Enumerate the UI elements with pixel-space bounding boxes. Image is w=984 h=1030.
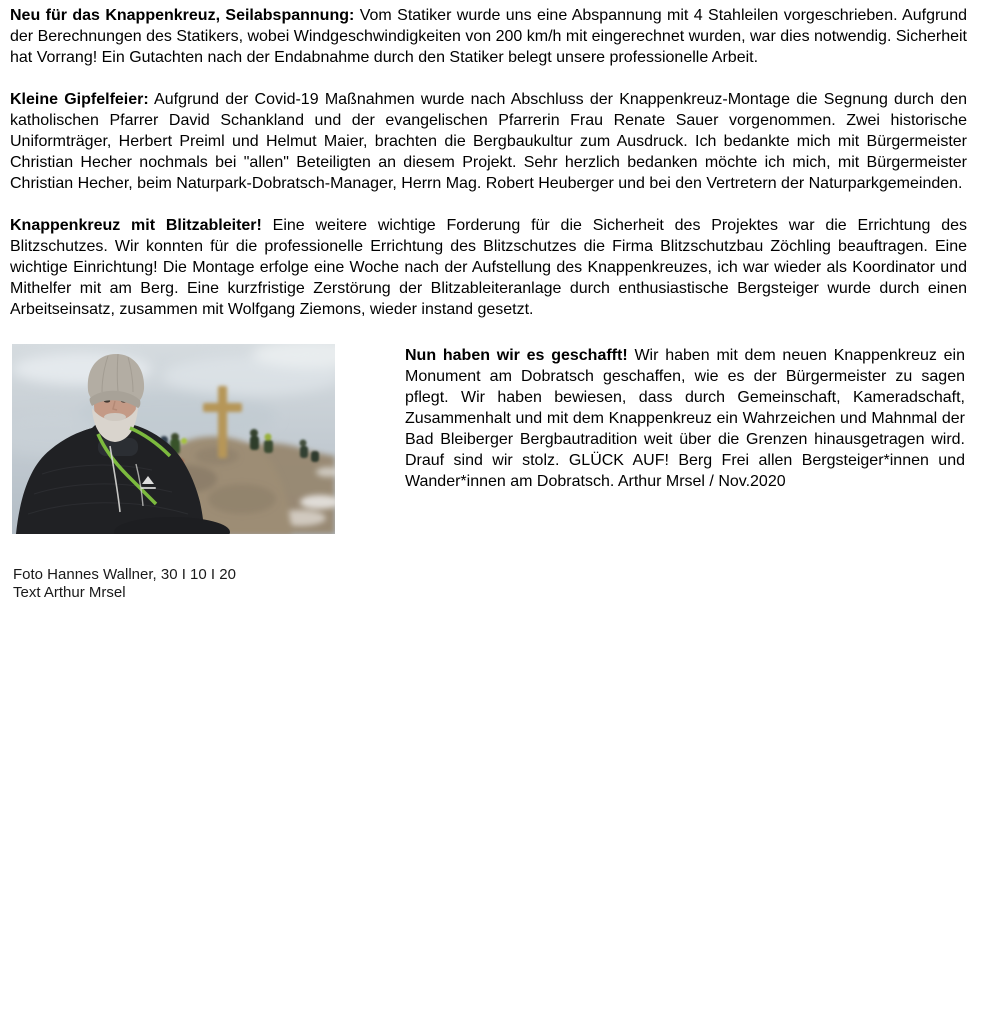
paragraph-gipfelfeier-lead: Kleine Gipfelfeier: (10, 91, 149, 108)
paragraph-geschafft (405, 345, 965, 492)
summit-portrait-photo (12, 344, 335, 534)
summit-photo-graphic (12, 344, 335, 534)
paragraph-seilabspannung-lead: Neu für das Knappenkreuz, Seilabspannung: (10, 7, 355, 24)
paragraph-gipfelfeier-body: Aufgrund der Covid-19 Maßnahmen wurde nach Abschluss der Knappenkreuz-Montage die Segnung durch den katholischen Pfarrer David Schankland und der evangelischen Pfarrerin Frau Renate Sauer vorgenommen. Zwei historische Uniformträger, Herbert Preiml und Helmut Maier, brachten die Bergbaukultur zum Ausdruck. Ich bedankte mich mit Bürgermeister Christian Hecher nochmals bei "allen" Beteiligten an diesem Projekt. Sehr herzlich bedanken möchte ich mich, mit Bürgermeister Christian Hecher, beim Naturpark-Dobratsch-Manager, Herrn Mag. Robert Heuberger und bei den Vertretern der Naturparkgemeinden. (10, 91, 968, 192)
photo-caption (13, 566, 967, 602)
final-paragraph-column (405, 345, 965, 492)
caption-photo-credit: Foto Hannes Wallner, 30 I 10 I 20 (13, 566, 236, 583)
paragraph-blitzableiter-body: Eine weitere wichtige Forderung für die Sicherheit des Projektes war die Errichtung des Blitzschutzes. Wir konnten für die professionelle Errichtung des Blitzschutzes die Firma Blitzschutzbau Zöchling beauftragen. Eine wichtige Einrichtung! Die Montage erfolge eine Woche nach der Aufstellung des Knappenkreuzes, ich war wieder als Koordinator und Mithelfer mit am Berg. Eine kurzfristige Zerstörung der Blitzableiteranlage durch enthusiastische Bergsteiger wurde durch einen Arbeitseinsatz, zusammen mit Wolfgang Ziemons, wieder instand gesetzt. (10, 217, 967, 318)
paragraph-seilabspannung (10, 5, 967, 68)
article-content (10, 5, 967, 602)
paragraph-blitzableiter-lead: Knappenkreuz mit Blitzableiter! (10, 217, 262, 234)
man-mustache (104, 413, 126, 421)
paragraph-seilabspannung-body: Vom Statiker wurde uns eine Abspannung mit 4 Stahleilen vorgeschrieben. Aufgrund der Berechnungen des Statikers, wobei Windgeschwindigkeiten von 200 km/h mit eingerechnet wurden, war dies notwendig. Sicherheit hat Vorrang! Ein Gutachten nach der Endabnahme durch den Statiker belegt unsere professionelle Arbeit. (10, 7, 967, 66)
paragraph-gipfelfeier (10, 89, 967, 194)
photo-and-text-row (10, 344, 967, 534)
paragraph-blitzableiter (10, 215, 967, 320)
caption-text-credit: Text Arthur Mrsel (13, 584, 126, 601)
paragraph-geschafft-body: Wir haben mit dem neuen Knappenkreuz ein Monument am Dobratsch geschaffen, wie es der Bürgermeister zu sagen pflegt. Wir haben bewiesen, dass durch Gemeinschaft, Kameradschaft, Zusammenhalt und mit dem Knappenkreuz ein Wahrzeichen und Mahnmal der Bad Bleiberger Bergbautradition weit über die Grenzen hinausgetragen wird. Drauf sind wir stolz. GLÜCK AUF! Berg Frei allen Bergsteiger*innen und Wander*innen am Dobratsch. Arthur Mrsel / Nov.2020 (405, 347, 965, 490)
paragraph-geschafft-lead: Nun haben wir es geschafft! (405, 347, 628, 364)
